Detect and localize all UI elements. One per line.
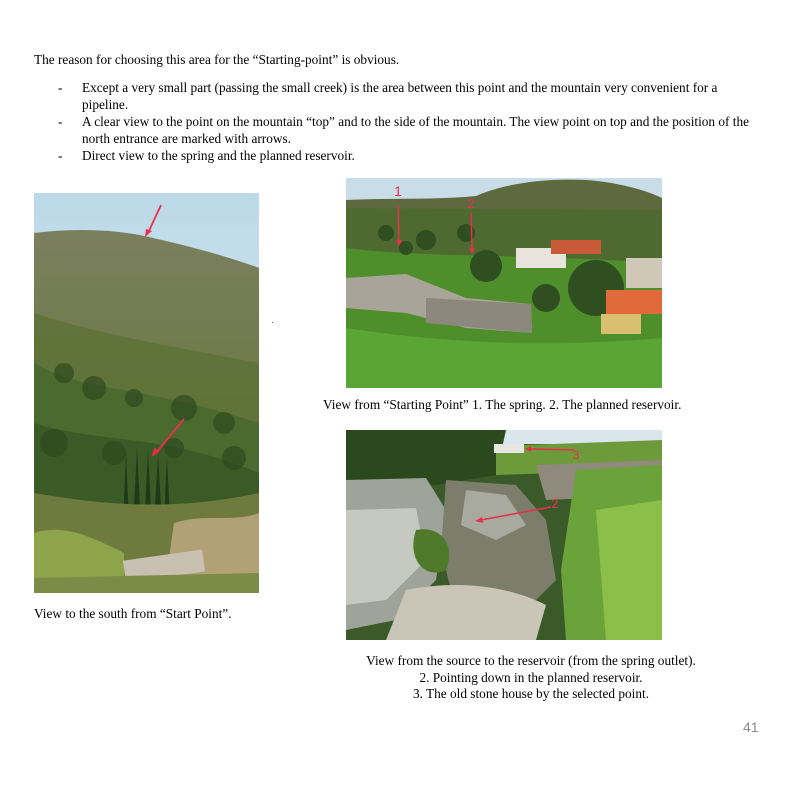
bullet-dash: - (58, 148, 63, 163)
bullet-item (58, 80, 758, 113)
bullet-item (58, 114, 758, 147)
starting-point-illustration (346, 178, 662, 388)
photo-source-view (346, 430, 662, 640)
source-view-illustration (346, 430, 662, 640)
marker-label-2: 2 (467, 196, 475, 211)
bullet-text: A clear view to the point on the mountain “top” and to the side of the mountain. The view point on top and the position of the north entrance are marked with arrows. (82, 114, 750, 146)
stray-dot (272, 322, 273, 323)
caption-south-view: View to the south from “Start Point”. (34, 606, 232, 621)
photo-starting-point (346, 178, 662, 388)
bullet-item (58, 148, 758, 165)
photo-south-view (34, 193, 259, 593)
caption-line: 2. Pointing down in the planned reservoir. (419, 669, 643, 685)
caption-starting-point: View from “Starting Point” 1. The spring. 2. The planned reservoir. (323, 397, 682, 412)
intro-text: The reason for choosing this area for the “Starting-point” is obvious. (34, 52, 400, 67)
caption-line: View from the source to the reservoir (from the spring outlet). (366, 653, 696, 668)
marker-label-1: 1 (394, 183, 402, 199)
caption-source-view (346, 653, 716, 703)
caption-line: 3. The old stone house by the selected point. (412, 686, 650, 701)
bullet-dash: - (58, 114, 63, 129)
page-number: 41 (743, 719, 759, 735)
bullet-text: Except a very small part (passing the small creek) is the area between this point and the mountain very convenient for a pipeline. (82, 80, 718, 112)
bullet-text: Direct view to the spring and the planned reservoir. (82, 148, 355, 163)
bullet-list (58, 80, 758, 166)
marker-label-2-source: 2 (551, 496, 559, 511)
bullet-dash: - (58, 80, 63, 95)
south-view-illustration (34, 193, 259, 593)
marker-label-3: 3 (572, 448, 580, 462)
